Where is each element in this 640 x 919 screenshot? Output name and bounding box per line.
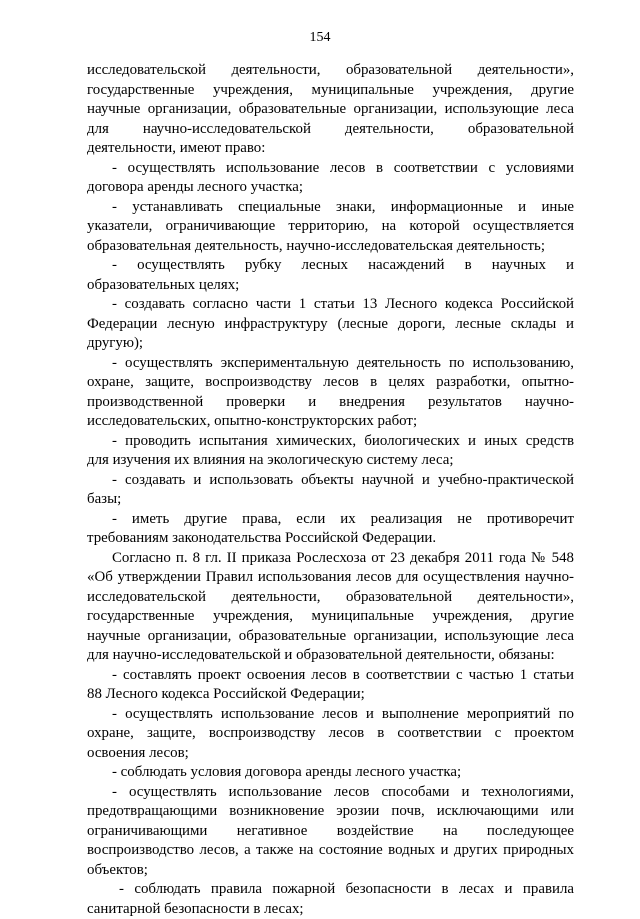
text-line: воспроизводство лесов, а также на состояние водных и других природных — [87, 841, 574, 861]
text-line: базы; — [87, 490, 574, 510]
text-line: исследовательских, опытно-конструкторских работ; — [87, 412, 574, 432]
text-line: - соблюдать условия договора аренды лесного участка; — [87, 763, 574, 783]
text-line: научные организации, образовательные организации, использующие леса — [87, 627, 574, 647]
text-line: 88 Лесного кодекса Российской Федерации; — [87, 685, 574, 705]
text-line: - соблюдать правила пожарной безопасности в лесах и правила — [87, 880, 574, 900]
text-line: охране, защите, воспроизводству лесов в соответствии с проектом — [87, 724, 574, 744]
text-line: производственной проверки и внедрения результатов научно- — [87, 393, 574, 413]
text-line: деятельности, имеют право: — [87, 139, 574, 159]
text-line: - иметь другие права, если их реализация не противоречит — [87, 510, 574, 530]
text-line: - проводить испытания химических, биологических и иных средств — [87, 432, 574, 452]
text-line: - осуществлять экспериментальную деятельность по использованию, — [87, 354, 574, 374]
text-line: указатели, ограничивающие территорию, на которой осуществляется — [87, 217, 574, 237]
text-line: - создавать и использовать объекты научной и учебно-практической — [87, 471, 574, 491]
text-line: Федерации лесную инфраструктуру (лесные дороги, лесные склады и — [87, 315, 574, 335]
text-line: для изучения их влияния на экологическую систему леса; — [87, 451, 574, 471]
text-line: - составлять проект освоения лесов в соответствии с частью 1 статьи — [87, 666, 574, 686]
text-line: государственные учреждения, муниципальные учреждения, другие — [87, 81, 574, 101]
text-line: для научно-исследовательской и образовательной деятельности, обязаны: — [87, 646, 574, 666]
text-line: - осуществлять использование лесов в соответствии с условиями — [87, 159, 574, 179]
document-body — [87, 61, 574, 919]
text-line: - осуществлять использование лесов способами и технологиями, — [87, 783, 574, 803]
text-line: требованиям законодательства Российской Федерации. — [87, 529, 574, 549]
text-line: государственные учреждения, муниципальные учреждения, другие — [87, 607, 574, 627]
text-line: охране, защите, воспроизводству лесов в целях разработки, опытно- — [87, 373, 574, 393]
text-line: освоения лесов; — [87, 744, 574, 764]
text-line: другую); — [87, 334, 574, 354]
text-line: - осуществлять рубку лесных насаждений в научных и — [87, 256, 574, 276]
text-line: договора аренды лесного участка; — [87, 178, 574, 198]
text-line: исследовательской деятельности, образовательной деятельности», — [87, 61, 574, 81]
text-line: - осуществлять использование лесов и выполнение мероприятий по — [87, 705, 574, 725]
text-line: предотвращающими возникновение эрозии почв, исключающими или — [87, 802, 574, 822]
text-line: объектов; — [87, 861, 574, 881]
text-line: образовательных целях; — [87, 276, 574, 296]
text-line: образовательная деятельность, научно-исследовательская деятельность; — [87, 237, 574, 257]
text-line: «Об утверждении Правил использования лесов для осуществления научно- — [87, 568, 574, 588]
text-line: - устанавливать специальные знаки, информационные и иные — [87, 198, 574, 218]
text-line: санитарной безопасности в лесах; — [87, 900, 574, 919]
text-line: ограничивающими негативное воздействие на последующее — [87, 822, 574, 842]
text-line: для научно-исследовательской деятельности, образовательной — [87, 120, 574, 140]
text-line: исследовательской деятельности, образовательной деятельности», — [87, 588, 574, 608]
text-line: - создавать согласно части 1 статьи 13 Лесного кодекса Российской — [87, 295, 574, 315]
text-line: Согласно п. 8 гл. II приказа Рослесхоза от 23 декабря 2011 года № 548 — [87, 549, 574, 569]
page-number: 154 — [0, 29, 640, 46]
text-line: научные организации, образовательные организации, использующие леса — [87, 100, 574, 120]
